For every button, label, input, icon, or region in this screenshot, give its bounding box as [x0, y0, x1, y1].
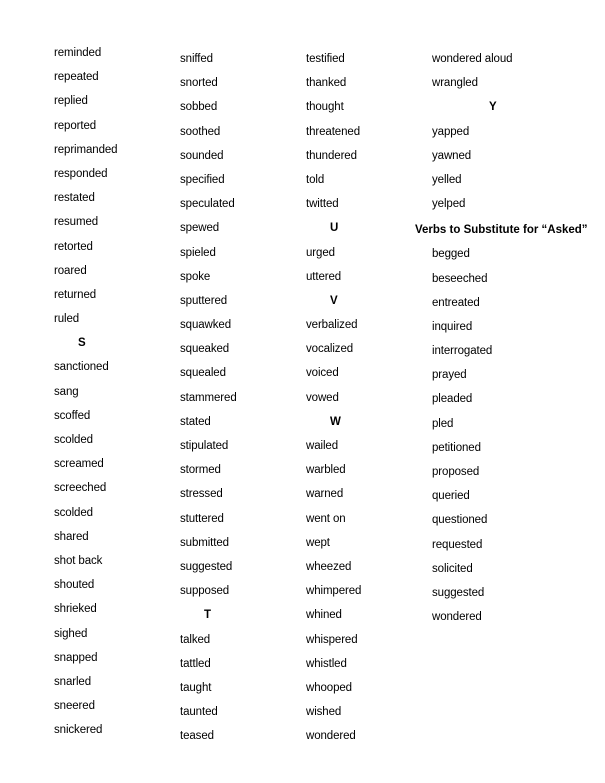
word-item: interrogated [432, 345, 493, 358]
word-item: scolded [54, 434, 93, 446]
word-item: taught [180, 681, 212, 694]
word-item: wailed [306, 440, 339, 452]
word-item: talked [180, 633, 211, 646]
word-item: snickered [54, 724, 103, 737]
word-item: solicited [432, 562, 473, 575]
word-item: beseeched [432, 272, 488, 285]
word-item: pleaded [432, 393, 473, 406]
letter-heading: V [330, 294, 338, 307]
word-item: squealed [180, 367, 226, 380]
asked-word-list [415, 246, 588, 633]
word-item: scolded [54, 506, 93, 519]
word-item: whooped [306, 681, 352, 694]
word-item: urged [306, 246, 335, 259]
word-item: screeched [54, 482, 107, 495]
word-item: thundered [306, 149, 357, 162]
word-item: inquired [432, 320, 473, 333]
word-item: sobbed [180, 101, 218, 114]
word-item: thanked [306, 77, 347, 90]
word-item: returned [54, 288, 97, 301]
word-item: whispered [306, 633, 358, 646]
word-item: snorted [180, 77, 218, 90]
word-item: stipulated [180, 440, 229, 452]
section-title-asked: Verbs to Substitute for “Asked” [415, 224, 588, 237]
word-item: teased [180, 730, 214, 743]
word-item: stormed [180, 464, 221, 477]
word-item: whined [306, 609, 342, 622]
word-item: resumed [54, 216, 99, 229]
word-item: twitted [306, 198, 339, 211]
word-item: wondered [432, 611, 482, 624]
word-column-2 [180, 51, 237, 752]
word-item: told [306, 173, 325, 186]
letter-heading: U [330, 222, 339, 235]
word-item: scoffed [54, 409, 91, 422]
word-item: reprimanded [54, 143, 118, 156]
word-item: verbalized [306, 319, 358, 332]
word-item: spieled [180, 246, 216, 259]
word-item: stammered [180, 391, 237, 404]
word-item: uttered [306, 270, 342, 283]
word-item: entreated [432, 296, 480, 309]
word-item: yelled [432, 173, 462, 186]
word-item: reminded [54, 47, 102, 59]
word-item: speculated [180, 198, 235, 211]
word-item: whistled [306, 657, 347, 670]
word-item: warbled [306, 464, 346, 477]
word-item: shrieked [54, 603, 97, 616]
word-item: wheezed [306, 560, 352, 573]
word-item: queried [432, 490, 470, 503]
word-item: sniffed [180, 53, 213, 65]
word-item: wondered aloud [432, 53, 513, 65]
word-item: thought [306, 101, 344, 114]
word-item: shouted [54, 579, 95, 592]
word-item: begged [432, 248, 470, 261]
word-item: specified [180, 173, 225, 186]
word-item: restated [54, 192, 95, 205]
word-item: proposed [432, 466, 480, 478]
word-item: squeaked [180, 343, 230, 356]
word-item: squawked [180, 319, 231, 332]
word-item: ruled [54, 313, 80, 326]
word-item: questioned [432, 514, 488, 527]
word-item: whimpered [306, 585, 362, 598]
letter-heading: Y [489, 101, 497, 114]
letter-heading: T [204, 609, 211, 622]
word-item: repeated [54, 71, 99, 84]
word-item: retorted [54, 240, 93, 253]
word-list [54, 45, 117, 746]
word-item: screamed [54, 458, 104, 471]
word-item: wished [306, 706, 342, 719]
letter-heading: S [78, 337, 86, 350]
word-item: stuttered [180, 512, 224, 525]
word-item: snapped [54, 651, 98, 664]
word-item: sneered [54, 700, 95, 713]
word-item: shared [54, 530, 89, 543]
word-item: wept [306, 536, 330, 549]
word-item: stated [180, 415, 211, 428]
word-item: vowed [306, 391, 339, 404]
word-item: snarled [54, 675, 92, 688]
word-item: shot back [54, 554, 103, 567]
word-item: suggested [432, 586, 485, 599]
word-column-1 [54, 45, 117, 746]
word-item: threatened [306, 125, 360, 138]
word-item: pled [432, 417, 454, 430]
word-item: voiced [306, 367, 339, 380]
word-column-4 [415, 51, 588, 633]
word-item: vocalized [306, 343, 354, 356]
word-item: roared [54, 264, 87, 277]
word-list [306, 51, 361, 752]
word-item: testified [306, 53, 345, 65]
word-item: sputtered [180, 294, 228, 307]
word-item: reported [54, 119, 97, 132]
word-list [415, 51, 588, 220]
word-item: supposed [180, 585, 230, 598]
letter-heading: W [330, 415, 341, 428]
word-item: yelped [432, 198, 466, 211]
word-item: petitioned [432, 441, 481, 454]
word-column-3 [306, 51, 361, 752]
word-item: submitted [180, 536, 229, 549]
word-item: yapped [432, 125, 470, 138]
word-item: soothed [180, 125, 221, 138]
word-item: prayed [432, 369, 467, 382]
word-item: yawned [432, 149, 472, 162]
word-item: sounded [180, 149, 224, 162]
word-item: sighed [54, 627, 88, 640]
word-item: sang [54, 385, 79, 398]
word-item: spoke [180, 270, 211, 283]
word-item: suggested [180, 560, 233, 573]
word-item: sanctioned [54, 361, 109, 374]
word-item: wrangled [432, 77, 478, 90]
word-item: requested [432, 538, 483, 551]
word-item: replied [54, 95, 88, 108]
word-item: taunted [180, 706, 218, 719]
word-list [180, 51, 237, 752]
word-item: tattled [180, 657, 211, 670]
word-item: warned [306, 488, 344, 501]
word-item: responded [54, 167, 108, 180]
word-item: spewed [180, 222, 220, 235]
word-item: went on [306, 512, 346, 525]
word-item: wondered [306, 730, 356, 743]
word-item: stressed [180, 488, 223, 501]
